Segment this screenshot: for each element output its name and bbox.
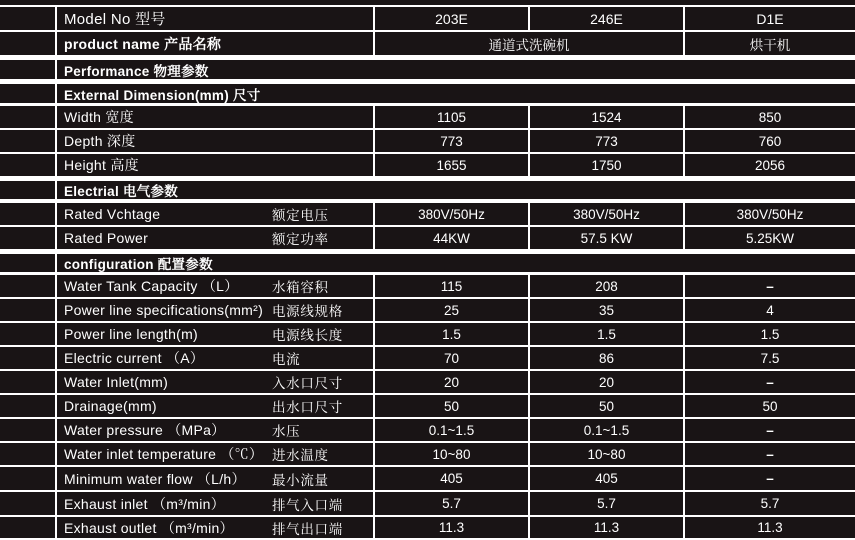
row-label xyxy=(57,443,373,465)
row-left-spacer xyxy=(0,7,57,30)
table-row xyxy=(0,419,855,441)
row-left-spacer xyxy=(0,395,57,417)
value-cell: – xyxy=(683,443,855,465)
value-cell: 11.3 xyxy=(683,517,855,538)
value-cell: 0.1~1.5 xyxy=(373,419,528,441)
row-left-spacer xyxy=(0,106,57,128)
row-label-en: Height 高度 xyxy=(64,157,139,173)
row-label xyxy=(57,467,373,490)
row-label-en: Power line specifications(mm²) xyxy=(64,302,264,318)
value-cell: 11.3 xyxy=(373,517,528,538)
value-cell: 380V/50Hz xyxy=(528,203,683,225)
value-cell: 380V/50Hz xyxy=(373,203,528,225)
value-cell: 760 xyxy=(683,130,855,152)
row-label-zh: 排气入口端 xyxy=(272,497,343,513)
table-row xyxy=(0,517,855,538)
row-label xyxy=(57,517,373,538)
row-label-zh: 排气出口端 xyxy=(272,521,343,537)
value-cell: 86 xyxy=(528,347,683,369)
value-cell: 773 xyxy=(373,130,528,152)
row-label-zh: 入水口尺寸 xyxy=(272,376,343,391)
row-label-en: Exhaust outlet （m³/min） xyxy=(64,519,234,536)
row-left-spacer xyxy=(0,181,57,199)
value-cell: 57.5 KW xyxy=(528,227,683,249)
value-cell: 1.5 xyxy=(373,323,528,345)
value-cell: 20 xyxy=(373,371,528,393)
section-header-row xyxy=(0,84,855,103)
row-label-zh: 水箱容积 xyxy=(272,280,329,295)
row-label xyxy=(57,371,373,393)
row-left-spacer xyxy=(0,275,57,297)
table-row xyxy=(0,371,855,393)
table-row xyxy=(0,492,855,515)
value-cell: 1524 xyxy=(528,106,683,128)
value-cell: 4 xyxy=(683,299,855,321)
section-header-label: configuration 配置参数 xyxy=(64,257,213,272)
row-left-spacer xyxy=(0,254,57,272)
row-label xyxy=(57,347,373,369)
row-label-en: Drainage(mm) xyxy=(64,398,157,414)
row-label-zh: 额定功率 xyxy=(272,232,329,247)
row-label-en: Water inlet temperature （℃） xyxy=(64,446,264,462)
table-row xyxy=(0,227,855,249)
row-label-en: Minimum water flow （L/h） xyxy=(64,470,246,487)
row-label-zh: 出水口尺寸 xyxy=(272,400,343,415)
row-left-spacer xyxy=(0,203,57,225)
value-cell: 7.5 xyxy=(683,347,855,369)
row-label-zh: 电源线长度 xyxy=(272,328,343,343)
value-cell: – xyxy=(683,275,855,297)
section-header-row xyxy=(0,181,855,199)
row-label-en: Rated Power xyxy=(64,230,149,246)
row-left-spacer xyxy=(0,60,57,79)
value-cell: 10~80 xyxy=(373,443,528,465)
value-cell: D1E xyxy=(683,7,855,30)
value-cell: 通道式洗碗机 xyxy=(373,32,683,55)
table-row xyxy=(0,443,855,465)
value-cell: 1.5 xyxy=(528,323,683,345)
section-header-label: Performance 物理参数 xyxy=(64,63,209,79)
value-cell: 208 xyxy=(528,275,683,297)
section-header-label: External Dimension(mm) 尺寸 xyxy=(64,87,261,103)
row-label xyxy=(57,130,373,152)
row-left-spacer xyxy=(0,419,57,441)
value-cell: 50 xyxy=(683,395,855,417)
row-left-spacer xyxy=(0,323,57,345)
row-label xyxy=(57,154,373,176)
value-cell: 773 xyxy=(528,130,683,152)
row-label xyxy=(57,32,373,55)
value-cell: 405 xyxy=(373,467,528,490)
table-row xyxy=(0,130,855,152)
value-cell: 380V/50Hz xyxy=(683,203,855,225)
value-cell: 2056 xyxy=(683,154,855,176)
row-left-spacer xyxy=(0,84,57,103)
row-left-spacer xyxy=(0,130,57,152)
row-label xyxy=(57,395,373,417)
row-left-spacer xyxy=(0,154,57,176)
value-cell: 20 xyxy=(528,371,683,393)
table-row xyxy=(0,299,855,321)
row-label-en: Power line length(m) xyxy=(64,326,198,342)
value-cell: 烘干机 xyxy=(683,32,855,55)
value-cell: 50 xyxy=(528,395,683,417)
row-label-en: Exhaust inlet （m³/min） xyxy=(64,495,225,512)
value-cell: – xyxy=(683,419,855,441)
value-cell: 5.7 xyxy=(373,492,528,515)
row-label-en: Width 宽度 xyxy=(64,109,134,125)
section-header-label: Electrial 电气参数 xyxy=(64,184,179,199)
spec-table xyxy=(0,5,855,540)
table-row xyxy=(0,395,855,417)
row-label-en: product name 产品名称 xyxy=(64,35,222,52)
row-left-spacer xyxy=(0,467,57,490)
model-row xyxy=(0,7,855,30)
table-row xyxy=(0,467,855,490)
row-label-zh: 最小流量 xyxy=(272,472,329,488)
row-label xyxy=(57,275,373,297)
row-left-spacer xyxy=(0,371,57,393)
value-cell: – xyxy=(683,371,855,393)
product-name-row xyxy=(0,32,855,55)
row-left-spacer xyxy=(0,32,57,55)
table-row xyxy=(0,275,855,297)
row-label-zh: 进水温度 xyxy=(272,448,329,463)
value-cell: 1750 xyxy=(528,154,683,176)
row-label-zh: 电源线规格 xyxy=(272,304,343,319)
section-header-row xyxy=(0,254,855,272)
row-left-spacer xyxy=(0,227,57,249)
row-label xyxy=(57,203,373,225)
value-cell: 44KW xyxy=(373,227,528,249)
row-left-spacer xyxy=(0,517,57,538)
value-cell: 246E xyxy=(528,7,683,30)
value-cell: 10~80 xyxy=(528,443,683,465)
row-label-en: Depth 深度 xyxy=(64,133,136,149)
row-label-en: Water Inlet(mm) xyxy=(64,374,169,390)
value-cell: 1.5 xyxy=(683,323,855,345)
row-label xyxy=(57,323,373,345)
value-cell: 5.25KW xyxy=(683,227,855,249)
value-cell: 203E xyxy=(373,7,528,30)
table-row xyxy=(0,106,855,128)
value-cell: 5.7 xyxy=(683,492,855,515)
table-row xyxy=(0,203,855,225)
value-cell: 25 xyxy=(373,299,528,321)
value-cell: 0.1~1.5 xyxy=(528,419,683,441)
row-label-en: Rated Vchtage xyxy=(64,206,161,222)
row-left-spacer xyxy=(0,492,57,515)
row-label xyxy=(57,227,373,249)
table-row xyxy=(0,154,855,176)
table-row xyxy=(0,323,855,345)
row-label-zh: 电流 xyxy=(272,352,301,367)
row-label-en: Water Tank Capacity （L） xyxy=(64,278,239,294)
row-label-en: Model No 型号 xyxy=(64,11,166,28)
table-row xyxy=(0,347,855,369)
value-cell: 5.7 xyxy=(528,492,683,515)
value-cell: 1105 xyxy=(373,106,528,128)
value-cell: 405 xyxy=(528,467,683,490)
row-left-spacer xyxy=(0,299,57,321)
value-cell: 850 xyxy=(683,106,855,128)
row-label-zh: 水压 xyxy=(272,424,301,439)
value-cell: 115 xyxy=(373,275,528,297)
row-left-spacer xyxy=(0,347,57,369)
row-label xyxy=(57,492,373,515)
value-cell: 35 xyxy=(528,299,683,321)
row-label-en: Electric current （A） xyxy=(64,350,205,366)
value-cell: 50 xyxy=(373,395,528,417)
value-cell: 11.3 xyxy=(528,517,683,538)
value-cell: 70 xyxy=(373,347,528,369)
row-left-spacer xyxy=(0,443,57,465)
row-label-zh: 额定电压 xyxy=(272,208,329,223)
row-label-en: Water pressure （MPa） xyxy=(64,422,226,438)
row-label xyxy=(57,419,373,441)
row-label xyxy=(57,299,373,321)
value-cell: – xyxy=(683,467,855,490)
section-header-row xyxy=(0,60,855,79)
row-label xyxy=(57,7,373,30)
row-label xyxy=(57,106,373,128)
value-cell: 1655 xyxy=(373,154,528,176)
